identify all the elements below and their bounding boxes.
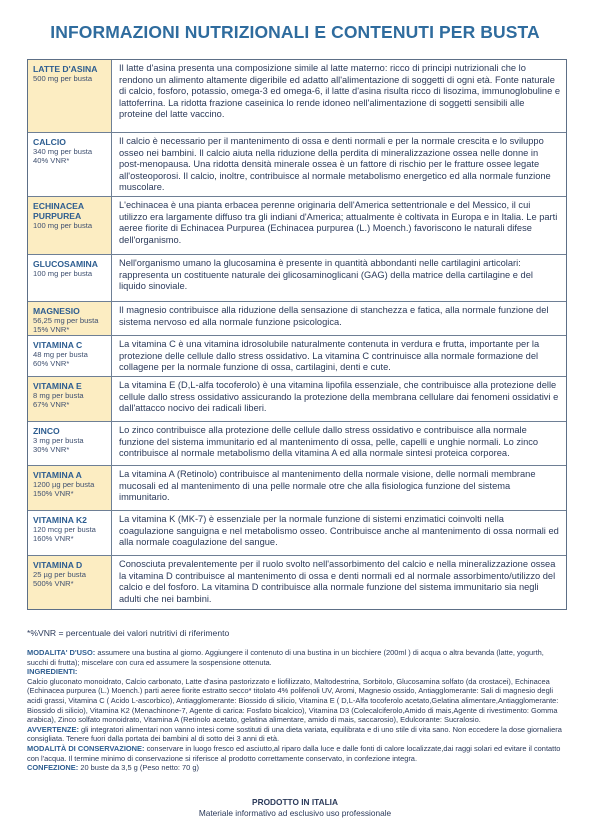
ingredient-dose: 3 mg per busta — [33, 436, 84, 445]
nutrition-table — [27, 59, 567, 610]
ingredient-dose: 25 µg per busta — [33, 570, 86, 579]
table-row — [28, 196, 566, 254]
ingredient-name: ZINCO — [33, 426, 60, 436]
table-row — [28, 510, 566, 555]
ingredient-description: Lo zinco contribuisce alla protezione delle cellule dallo stress ossidativo e contribuisce alla normale funzione del sistema immunitario ed al mantenimento di ossa, pelle, capelli e unghie normali. Lo zinco contribuisce al normale metabolismo della vitamina A ed alla normale sintesi proteica corporea. — [119, 425, 539, 459]
ingredient-cell — [28, 302, 112, 335]
ingredients-label: INGREDIENTI: — [27, 667, 78, 677]
ingredient-dose: 100 mg per busta — [33, 221, 93, 230]
usage-text: assumere una bustina al giorno. Aggiungere il contenuto di una bustina in un bicchiere (200ml ) di acqua o altra bevanda (latte, yogurth, succhi di frutta); miscelare con cura ed assumere la sospensione ottenuta. — [27, 648, 544, 667]
usage-section — [27, 648, 567, 667]
ingredient-vnr: 160% VNR* — [33, 534, 74, 544]
ingredient-dose: 8 mg per busta — [33, 391, 84, 400]
usage-label: MODALITA' D'USO: — [27, 648, 96, 657]
table-row — [28, 254, 566, 301]
ingredient-description: Il magnesio contribuisce alla riduzione della sensazione di stanchezza e fatica, alla normale funzione del sistema nervoso ed alla normale funzione psicologica. — [119, 305, 549, 327]
ingredient-cell — [28, 336, 112, 376]
ingredient-name: VITAMINA D — [33, 560, 83, 570]
table-row — [28, 555, 566, 609]
made-in-label: PRODOTTO IN ITALIA — [252, 797, 338, 807]
storage-section — [27, 744, 567, 763]
table-row — [28, 335, 566, 376]
table-row — [28, 60, 566, 132]
ingredient-description: Conosciuta prevalentemente per il ruolo svolto nell'assorbimento del calcio e nella mineralizzazione ossea la vitamina D contribuisce al mantenimento di ossa e denti normali ed al normale assorbimento/utilizzo del calcio e del fosforo. La vitamina D contribuisce alla normale funzione del sistema immunitario sia negli adulti che nei bambini. — [119, 559, 556, 604]
ingredient-cell — [28, 466, 112, 510]
ingredient-vnr: 60% VNR* — [33, 359, 70, 369]
ingredients-text: Calcio gluconato monoidrato, Calcio carbonato, Latte d'asina pastorizzato e liofilizzato, Maltodestrina, Sorbitolo, Glucosamina solfato (da crostacei), Echinacea (Echinacea purpurea (L.) Moench.) parti aeree fiorite estratto secco* titolato 4% polifenoli UV, Aromi, Magnesio ossido, Antiagglomerante: Sali di magnesio degli acidi grassi, Vitamina C ( Acido L-ascorbico), Antiagglomerante: Biossido di silicio, Vitamina E ( D,L-Alfa tocoferolo acetato,Gelatina alimentare,Antiagglomerante: Biossido di silicio), Vitamina K2 (Menachinone-7, Agente di carica: Fosfato bicalcico), Vitamina D3 (Colecalciferolo,Amido di mais,Agente di rivestimento: Gomma arabica), Zinco solfato monoidrato, Vitamina A (Retinolo acetato, gelatina alimentare, amido di mais, saccarosio), Edulcorante: Sucralosio. — [27, 676, 559, 725]
ingredient-description: La vitamina E (D,L-alfa tocoferolo) è una vitamina lipofila essenziale, che contribuisce alla protezione delle cellule dallo stress ossidativo assicurando la protezione della membrana cellulare dai fenomeni ossidativi e dall'attacco nocivo dei radicali liberi. — [119, 380, 559, 414]
ingredient-description: La vitamina A (Retinolo) contribuisce al mantenimento della normale visione, delle normali membrane mucosali ed al mantenimento di una pelle normale otre che alla fisiologica funzione del sistema immunitario. — [119, 469, 536, 503]
ingredient-dose: 56,25 mg per busta — [33, 316, 99, 325]
ingredient-name: CALCIO — [33, 137, 66, 147]
ingredient-description: Il calcio è necessario per il mantenimento di ossa e denti normali e per la normale crescita e lo sviluppo osseo nei bambini. Il calcio aiuta nella riduzione della perdita di mineralizzazione ossea nelle donne in post-menopausa. Una ridotta densità minerale ossea è un fattore di rischio per le fratture ossee legate all'osteoporosi. Il calcio, inoltre, contribuisce al normale metabolismo energetico ed alla normale funzione muscolare. — [119, 136, 551, 193]
ingredient-cell — [28, 197, 112, 254]
package-text: 20 buste da 3,5 g (Peso netto: 70 g) — [80, 763, 199, 773]
ingredient-cell — [28, 60, 112, 132]
ingredient-description: Nell'organismo umano la glucosamina è presente in quantità abbondanti nelle cartilagini articolari: rappresenta un costituente naturale dei glicosaminoglicani (GAG) della matrice della cartilagine e del liquido sinoviale. — [119, 258, 533, 292]
warnings-text: gli integratori alimentari non vanno intesi come sostituti di una dieta variata, equilibrata e di uno stile di vita sano. Non eccedere la dose giornaliera consigliata. Tenere fuori dalla portata dei bambini al di sotto dei 3 anni di età. — [27, 724, 562, 744]
ingredient-name: LATTE D'ASINA — [33, 64, 98, 74]
ingredient-cell — [28, 133, 112, 196]
ingredient-description: La vitamina C è una vitamina idrosolubile naturalmente contenuta in verdura e frutta, importante per la protezione delle cellule dallo stress ossidativo. La vitamina C contrinuisce alla normale formazione del collagene per la normale funzione di ossa, cartilagini, denti e cute. — [119, 339, 540, 373]
table-row — [28, 376, 566, 421]
ingredient-vnr: 30% VNR* — [33, 445, 70, 455]
ingredient-cell — [28, 422, 112, 465]
ingredient-dose: 340 mg per busta — [33, 147, 93, 156]
warnings-label: AVVERTENZE: — [27, 724, 79, 734]
ingredient-vnr: 150% VNR* — [33, 489, 74, 499]
table-row — [28, 301, 566, 335]
ingredient-name: VITAMINA C — [33, 340, 83, 350]
ingredient-vnr: 500% VNR* — [33, 579, 74, 589]
ingredient-dose: 120 mcg per busta — [33, 525, 96, 534]
product-info — [27, 648, 567, 773]
ingredient-cell — [28, 556, 112, 609]
ingredient-vnr: 40% VNR* — [33, 156, 70, 166]
storage-text: conservare in luogo fresco ed asciutto,al riparo dalla luce e dalle fonti di calore localizzate,dai raggi solari ed evitare il contatto con l'acqua. Il termine minimo di conservazione si riferisce al prodotto correttamente conservato, in confezione integra. — [27, 743, 561, 763]
package-label: CONFEZIONE: — [27, 763, 79, 773]
ingredient-vnr: 67% VNR* — [33, 400, 70, 410]
page-title: INFORMAZIONI NUTRIZIONALI E CONTENUTI PER BUSTA — [50, 22, 540, 42]
ingredient-name: ECHINACEA PURPUREA — [33, 201, 84, 221]
ingredient-vnr: 15% VNR* — [33, 325, 70, 335]
package-section — [27, 763, 567, 773]
ingredient-name: VITAMINA E — [33, 381, 82, 391]
ingredient-dose: 100 mg per busta — [33, 269, 93, 278]
ingredient-dose: 1200 µg per busta — [33, 480, 95, 489]
vnr-footnote: *%VNR = percentuale dei valori nutritivi di riferimento — [27, 628, 230, 638]
warnings-section — [27, 725, 567, 744]
ingredient-dose: 500 mg per busta — [33, 74, 93, 83]
ingredient-cell — [28, 255, 112, 301]
ingredient-dose: 48 mg per busta — [33, 350, 88, 359]
ingredient-description: La vitamina K (MK-7) è essenziale per la normale funzione di sistemi enzimatici coinvolti nella coagulazione sanguigna e nel metabolismo osseo. Contribuisce anche al mantenimento di ossa normali ed alla normale coagulazione del sangue. — [119, 514, 559, 548]
ingredient-description: L'echinacea è una pianta erbacea perenne originaria dell'America settentrionale e del Messico, il cui utilizzo era largamente diffuso tra gli indiani d'America; attualmente è coltivata in Europa e in Italia. Le parti aeree fiorite di Echinacea Purpurea (Echinacea purpurea (L.) Moench.) favoriscono le naturali difese dell'organismo. — [119, 200, 558, 245]
professional-use-note: Materiale informativo ad esclusivo uso professionale — [198, 808, 392, 818]
ingredient-description: Il latte d'asina presenta una composizione simile al latte materno: ricco di principi nutrizionali che lo rendono un alimento altamente digeribile ed adatto all'alimentazione di soggetti di ogni età. Fonte naturale di calcio, fosforo, potassio, omega-3 ed omega-6, il latte d'asina risulta ricco di lisozima, immunoglobuline e lattoferrina. La ridotta frazione caseinica lo rende idoneo nell'alimentazione di soggetti sensibili alle proteine del latte vaccino. — [119, 63, 561, 120]
table-row — [28, 465, 566, 510]
ingredient-name: VITAMINA K2 — [33, 515, 87, 525]
ingredient-cell — [28, 511, 112, 555]
ingredient-name: VITAMINA A — [33, 470, 82, 480]
table-row — [28, 132, 566, 196]
ingredient-name: MAGNESIO — [33, 306, 80, 316]
ingredient-cell — [28, 377, 112, 421]
ingredients-section — [27, 667, 567, 725]
storage-label: MODALITÀ DI CONSERVAZIONE: — [27, 743, 145, 753]
table-row — [28, 421, 566, 465]
ingredient-name: GLUCOSAMINA — [33, 259, 98, 269]
